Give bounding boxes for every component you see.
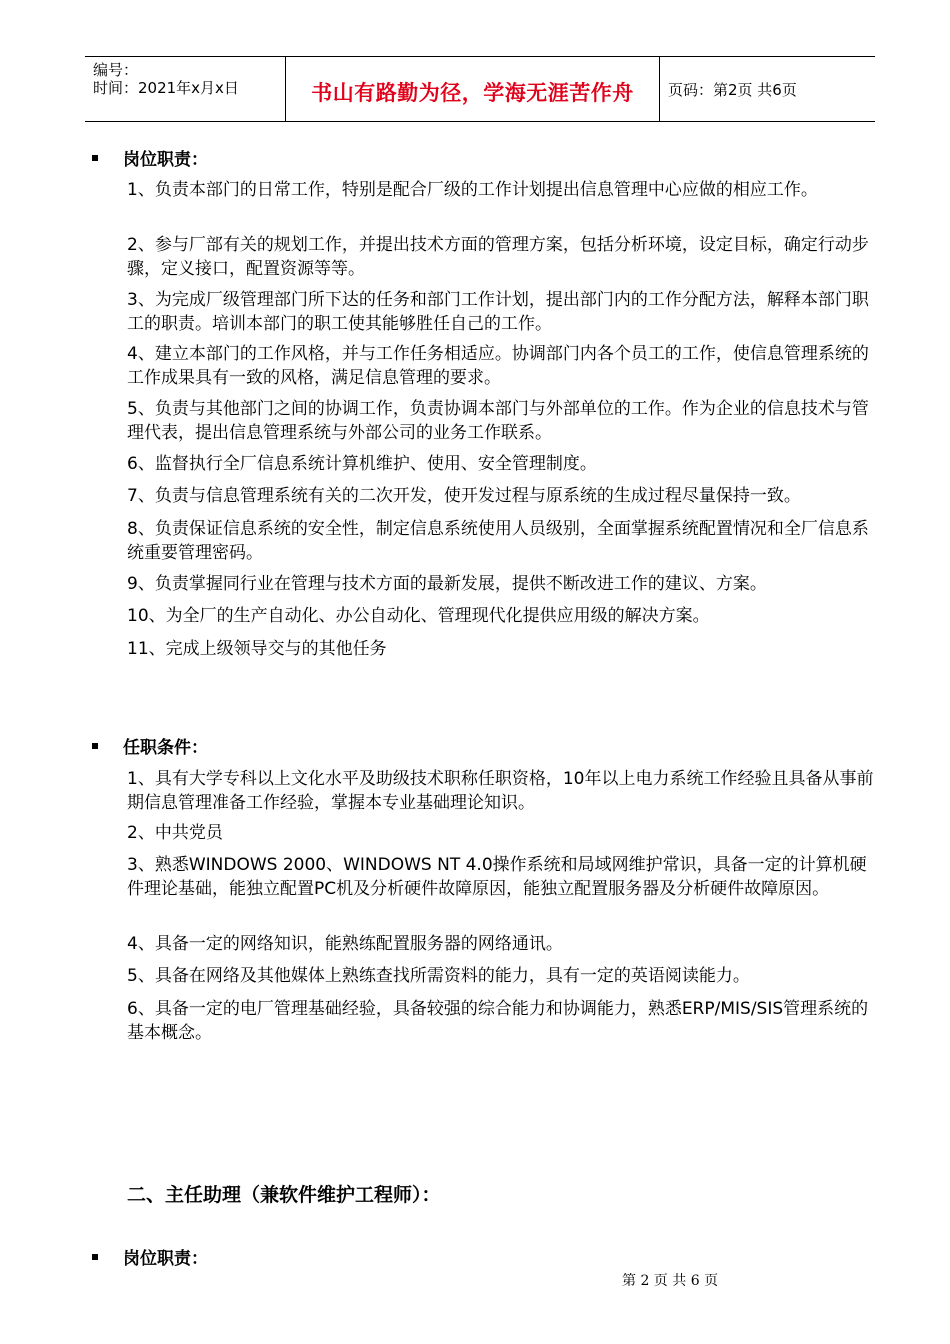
list-item: 1、具有大学专科以上文化水平及助级技术职称任职资格，10年以上电力系统工作经验且具备从事前期信息管理准备工作经验，掌握本专业基础理论知识。 xyxy=(127,769,874,813)
header-page-info: 页码：第2页 共6页 xyxy=(668,81,797,99)
list-item: 8、负责保证信息系统的安全性，制定信息系统使用人员级别，全面掌握系统配置情况和全厂信息系统重要管理密码。 xyxy=(127,519,869,563)
list-item: 1、负责本部门的日常工作，特别是配合厂级的工作计划提出信息管理中心应做的相应工作。 xyxy=(127,180,818,200)
list-item: 4、建立本部门的工作风格，并与工作任务相适应。协调部门内各个员工的工作，使信息管理系统的工作成果具有一致的风格，满足信息管理的要求。 xyxy=(127,344,869,388)
header-left-cell xyxy=(85,57,286,122)
header-motto: 书山有路勤为径，学海无涯苦作舟 xyxy=(311,81,634,105)
section-heading-duties-2 xyxy=(92,1244,208,1269)
header-page-cell xyxy=(660,57,875,122)
list-item: 6、具备一定的电厂管理基础经验，具备较强的综合能力和协调能力，熟悉ERP/MIS/SIS管理系统的基本概念。 xyxy=(127,999,869,1043)
header-motto-cell xyxy=(286,57,660,122)
bullet-square-icon xyxy=(92,1254,98,1260)
list-item: 2、中共党员 xyxy=(127,823,223,843)
list-item: 4、具备一定的网络知识，能熟练配置服务器的网络通讯。 xyxy=(127,934,563,954)
section-heading-requirements xyxy=(92,733,208,758)
list-item: 11、完成上级领导交与的其他任务 xyxy=(127,639,387,659)
section-heading-text: 岗位职责： xyxy=(123,150,208,170)
list-item: 3、熟悉WINDOWS 2000、WINDOWS NT 4.0操作系统和局域网维护常识，具备一定的计算机硬件理论基础，能独立配置PC机及分析硬件故障原因，能独立配置服务器及分析硬件故障原因。 xyxy=(127,855,867,899)
footer-page-number: 第 2 页 共 6 页 xyxy=(622,1273,719,1289)
list-item: 2、参与厂部有关的规划工作，并提出技术方面的管理方案，包括分析环境，设定目标，确定行动步骤，定义接口，配置资源等等。 xyxy=(127,235,869,279)
list-item: 3、为完成厂级管理部门所下达的任务和部门工作计划，提出部门内的工作分配方法，解释本部门职工的职责。培训本部门的职工使其能够胜任自己的工作。 xyxy=(127,290,869,334)
bullet-square-icon xyxy=(92,155,98,161)
list-item: 10、为全厂的生产自动化、办公自动化、管理现代化提供应用级的解决方案。 xyxy=(127,606,710,626)
section-heading-text: 任职条件： xyxy=(123,738,208,758)
bullet-square-icon xyxy=(92,743,98,749)
list-item: 7、负责与信息管理系统有关的二次开发，使开发过程与原系统的生成过程尽量保持一致。 xyxy=(127,486,801,506)
list-item: 5、具备在网络及其他媒体上熟练查找所需资料的能力，具有一定的英语阅读能力。 xyxy=(127,966,750,986)
section-heading-text: 岗位职责： xyxy=(123,1249,208,1269)
list-item: 9、负责掌握同行业在管理与技术方面的最新发展，提供不断改进工作的建议、方案。 xyxy=(127,574,767,594)
section-heading-duties xyxy=(92,145,208,170)
section-title-assistant: 二、主任助理（兼软件维护工程师）： xyxy=(127,1184,441,1206)
page-header xyxy=(85,56,875,122)
document-number-label: 编号： xyxy=(93,61,139,79)
list-item: 5、负责与其他部门之间的协调工作，负责协调本部门与外部单位的工作。作为企业的信息技术与管理代表，提出信息管理系统与外部公司的业务工作联系。 xyxy=(127,399,869,443)
list-item: 6、监督执行全厂信息系统计算机维护、使用、安全管理制度。 xyxy=(127,454,597,474)
document-time-label: 时间：2021年x月x日 xyxy=(93,79,239,97)
